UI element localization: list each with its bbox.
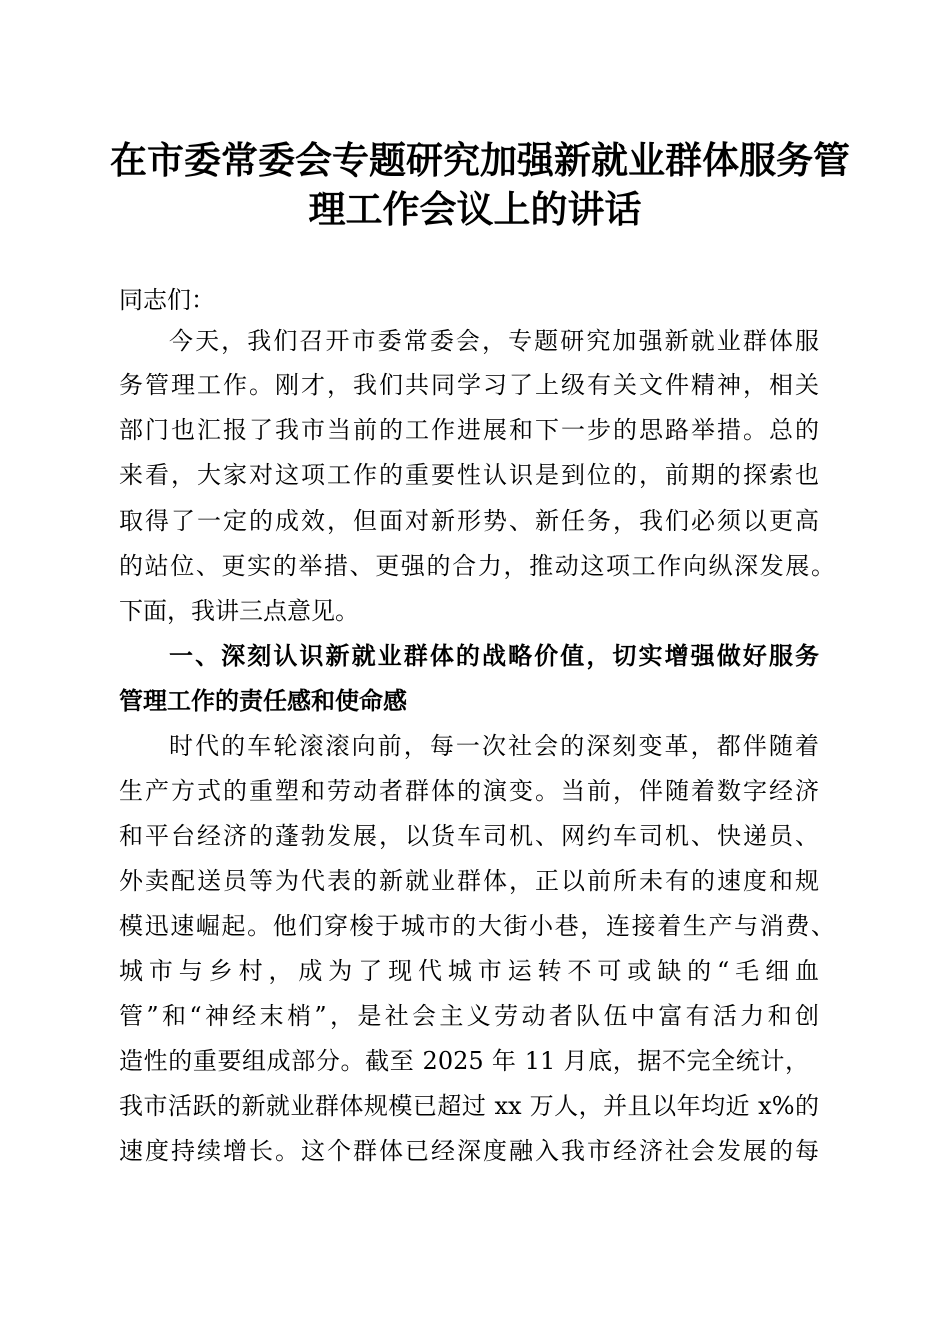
paragraph-1-line: 下面，我讲三点意见。 — [119, 597, 359, 625]
paragraph-2-line: 管”和“神经末梢”，是社会主义劳动者队伍中富有活力和创 — [119, 1002, 819, 1030]
title-line-1: 在市委常委会专题研究加强新就业群体服务管 — [110, 138, 850, 182]
paragraph-2-line: 时代的车轮滚滚向前，每一次社会的深刻变革，都伴随着 — [169, 732, 819, 760]
paragraph-1-line: 今天，我们召开市委常委会，专题研究加强新就业群体服 — [169, 327, 819, 355]
paragraph-2-line: 和平台经济的蓬勃发展，以货车司机、网约车司机、快递员、 — [119, 822, 819, 850]
paragraph-2-line: 速度持续增长。这个群体已经深度融入我市经济社会发展的每 — [119, 1137, 819, 1165]
paragraph-1-line: 务管理工作。刚才，我们共同学习了上级有关文件精神，相关 — [119, 371, 819, 399]
paragraph-1-line: 取得了一定的成效，但面对新形势、新任务，我们必须以更高 — [119, 507, 819, 535]
salutation: 同志们： — [119, 286, 215, 314]
paragraph-2-line: 造性的重要组成部分。截至 2025 年 11 月底，据不完全统计， — [119, 1047, 809, 1075]
paragraph-1-line: 来看，大家对这项工作的重要性认识是到位的，前期的探索也 — [119, 461, 819, 489]
paragraph-1-line: 部门也汇报了我市当前的工作进展和下一步的思路举措。总的 — [119, 416, 819, 444]
title-line-2: 理工作会议上的讲话 — [308, 187, 642, 231]
paragraph-2-line: 模迅速崛起。他们穿梭于城市的大街小巷，连接着生产与消费、 — [119, 912, 835, 940]
paragraph-2-line: 城市与乡村，成为了现代城市运转不可或缺的“毛细血 — [119, 957, 819, 985]
paragraph-2-line: 我市活跃的新就业群体规模已超过 xx 万人，并且以年均近 x%的 — [119, 1092, 819, 1120]
paragraph-1-line: 的站位、更实的举措、更强的合力，推动这项工作向纵深发展。 — [119, 552, 835, 580]
paragraph-2-line: 生产方式的重塑和劳动者群体的演变。当前，伴随着数字经济 — [119, 777, 819, 805]
section-1-heading-line: 一、深刻认识新就业群体的战略价值，切实增强做好服务 — [169, 642, 819, 670]
paragraph-2-line: 外卖配送员等为代表的新就业群体，正以前所未有的速度和规 — [119, 867, 819, 895]
section-1-heading-line: 管理工作的责任感和使命感 — [119, 687, 407, 715]
document-title — [110, 136, 850, 234]
